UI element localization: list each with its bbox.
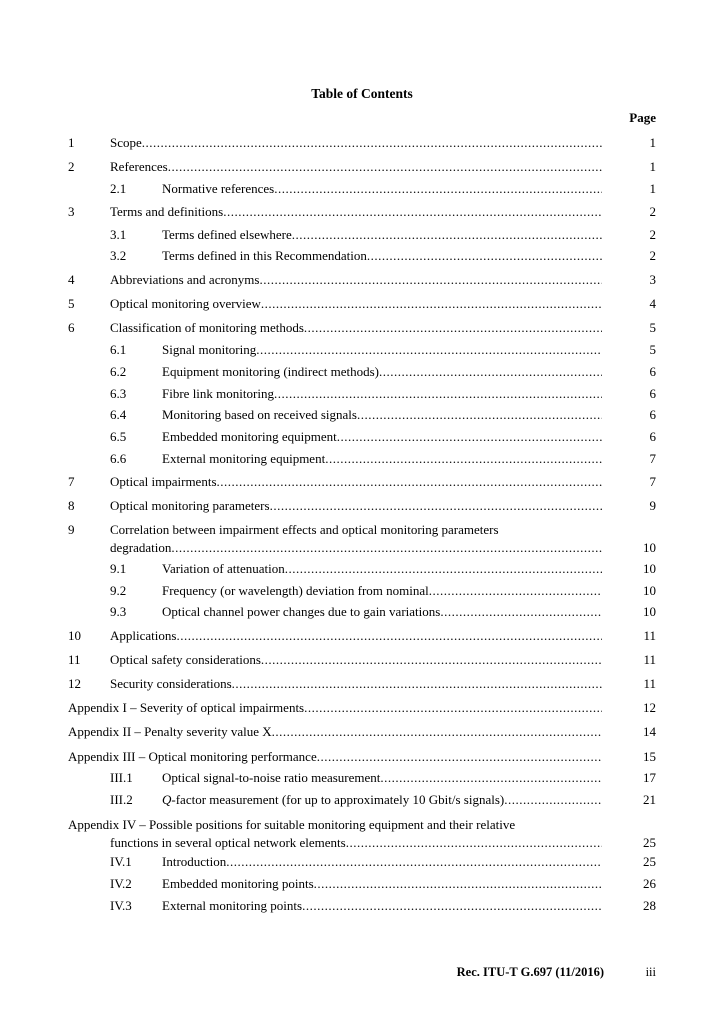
toc-entry — [0, 497, 724, 515]
toc-entry-page: 2 — [649, 204, 656, 219]
toc-entry-number: 6 — [68, 320, 75, 335]
toc-entry-number: 9.2 — [110, 583, 127, 598]
toc-entry-page: 25 — [643, 854, 656, 869]
toc-entry-page: 6 — [649, 386, 656, 401]
toc-entry — [0, 582, 724, 600]
toc-entry-page: 11 — [643, 628, 656, 643]
toc-entry-label: Optical channel power changes due to gain variations — [162, 604, 441, 619]
toc-entry-number: 3 — [68, 204, 75, 219]
toc-entry-label: Abbreviations and acronyms — [110, 272, 260, 287]
toc-entry — [0, 363, 724, 381]
q-symbol: Q — [162, 792, 172, 807]
toc-entry — [0, 791, 724, 809]
toc-entry-number: 4 — [68, 272, 75, 287]
toc-entry-label: Security considerations — [110, 676, 232, 691]
toc-entry-label-line1: Appendix IV – Possible positions for suitable monitoring equipment and their relative — [68, 817, 516, 832]
toc-entry-page: 10 — [643, 604, 656, 619]
toc-entry-number: IV.2 — [110, 876, 132, 891]
toc-entry — [0, 560, 724, 578]
toc-entry-page: 17 — [643, 770, 656, 785]
toc-entry-label: Optical safety considerations — [110, 652, 261, 667]
toc-entry-label: Embedded monitoring equipment — [162, 429, 337, 444]
toc-entry-label: Classification of monitoring methods — [110, 320, 304, 335]
toc-entry-number: 6.5 — [110, 429, 127, 444]
toc-entry — [0, 203, 724, 221]
toc-entry — [0, 271, 724, 289]
toc-entry-label: Monitoring based on received signals — [162, 407, 357, 422]
toc-entry-number: IV.3 — [110, 898, 132, 913]
toc-entry — [0, 875, 724, 893]
toc-entry-number: 9 — [68, 522, 75, 537]
toc-entry-label: Scope — [110, 135, 142, 150]
toc-entry-continuation — [0, 834, 724, 852]
toc-entry-label: Fibre link monitoring — [162, 386, 274, 401]
toc-entry — [0, 295, 724, 313]
toc-entry-label: External monitoring points — [162, 898, 303, 913]
toc-entry-label: Optical monitoring overview — [110, 296, 261, 311]
toc-entry-page: 6 — [649, 429, 656, 444]
toc-entry — [0, 341, 724, 359]
toc-entry-page: 11 — [643, 676, 656, 691]
toc-entry — [0, 853, 724, 871]
toc-entry-label-line2: functions in several optical network elements — [110, 835, 346, 850]
toc-entry-label: Optical monitoring parameters — [110, 498, 270, 513]
toc-entry-label: Embedded monitoring points — [162, 876, 314, 891]
toc-entry-page: 1 — [649, 135, 656, 150]
toc-entry-page: 21 — [643, 792, 656, 807]
toc-entry-page: 12 — [643, 700, 656, 715]
toc-entry-page: 5 — [649, 342, 656, 357]
toc-entry-number: 8 — [68, 498, 75, 513]
toc-entry — [0, 385, 724, 403]
toc-entry-page: 5 — [649, 320, 656, 335]
toc-entry-number: 10 — [68, 628, 81, 643]
toc-entry-page: 1 — [649, 159, 656, 174]
toc-entry — [0, 603, 724, 621]
toc-entry-label: Frequency (or wavelength) deviation from nominal — [162, 583, 429, 598]
toc-entry-label-line2: degradation — [110, 540, 172, 555]
toc-entry-label: References — [110, 159, 168, 174]
toc-entry-appendix — [0, 816, 724, 834]
toc-entry-number: III.1 — [110, 770, 133, 785]
toc-entry-page: 7 — [649, 451, 656, 466]
toc-entry — [0, 247, 724, 265]
toc-entry — [0, 473, 724, 491]
toc-entry-number: 6.2 — [110, 364, 127, 379]
toc-entry-appendix — [0, 723, 724, 741]
toc-entry-number: 12 — [68, 676, 81, 691]
toc-entry-continuation — [0, 539, 724, 557]
toc-entry-page: 11 — [643, 652, 656, 667]
toc-entry-page: 25 — [643, 835, 656, 850]
toc-entry-number: 3.2 — [110, 248, 127, 263]
toc-entry-page: 7 — [649, 474, 656, 489]
toc-entry-page: 9 — [649, 498, 656, 513]
toc-entry — [0, 651, 724, 669]
toc-entry-label: Introduction — [162, 854, 227, 869]
toc-entry-number: III.2 — [110, 792, 133, 807]
toc-entry-label: Appendix III – Optical monitoring performance — [68, 749, 317, 764]
toc-entry-page: 2 — [649, 227, 656, 242]
toc-entry-number: 11 — [68, 652, 81, 667]
toc-entry-page: 10 — [643, 583, 656, 598]
footer-page-number: iii — [645, 965, 656, 979]
toc-entry-page: 26 — [643, 876, 656, 891]
toc-entry-label: Normative references — [162, 181, 275, 196]
toc-entry-page: 4 — [649, 296, 656, 311]
toc-entry-page: 14 — [643, 724, 656, 739]
toc-entry — [0, 406, 724, 424]
toc-entry-number: 1 — [68, 135, 75, 150]
toc-entry-number: 6.3 — [110, 386, 127, 401]
toc-entry-number: 2 — [68, 159, 75, 174]
toc-entry-label: Equipment monitoring (indirect methods) — [162, 364, 379, 379]
toc-entry-number: 9.3 — [110, 604, 127, 619]
toc-entry-number: 3.1 — [110, 227, 127, 242]
toc-entry — [0, 521, 724, 539]
toc-entry-number: 7 — [68, 474, 75, 489]
toc-entry-page: 2 — [649, 248, 656, 263]
toc-entry — [0, 428, 724, 446]
toc-entry — [0, 675, 724, 693]
toc-entry-label: Variation of attenuation — [162, 561, 285, 576]
toc-entry-appendix — [0, 699, 724, 717]
toc-entry-number: 9.1 — [110, 561, 127, 576]
toc-entry-label: Terms and definitions — [110, 204, 224, 219]
toc-entry-label: Appendix II – Penalty severity value X — [68, 724, 272, 739]
toc-entry-label-line1: Correlation between impairment effects and optical monitoring parameters — [110, 522, 499, 537]
toc-entry — [0, 450, 724, 468]
toc-entry-label: Terms defined in this Recommendation — [162, 248, 367, 263]
toc-entry — [0, 134, 724, 152]
toc-entry-label: Terms defined elsewhere — [162, 227, 292, 242]
toc-entry — [0, 158, 724, 176]
toc-entry-number: 5 — [68, 296, 75, 311]
toc-entry-page: 15 — [643, 749, 656, 764]
toc-entry — [0, 897, 724, 915]
page-footer — [0, 963, 724, 981]
toc-entry-page: 10 — [643, 540, 656, 555]
toc-entry — [0, 319, 724, 337]
toc-entry-appendix — [0, 748, 724, 766]
toc-entry-page: 6 — [649, 364, 656, 379]
toc-entry-page: 28 — [643, 898, 656, 913]
footer-reference: Rec. ITU-T G.697 (11/2016) — [456, 965, 604, 979]
toc-entry-label: External monitoring equipment — [162, 451, 326, 466]
toc-entry-label: Optical impairments — [110, 474, 217, 489]
toc-entry-page: 1 — [649, 181, 656, 196]
toc-entry-number: 2.1 — [110, 181, 127, 196]
toc-entry-number: 6.4 — [110, 407, 127, 422]
toc-entry — [0, 627, 724, 645]
toc-entry-page: 3 — [649, 272, 656, 287]
toc-entry-label: Appendix I – Severity of optical impairments — [68, 700, 305, 715]
toc-entry-number: 6.1 — [110, 342, 127, 357]
toc-entry — [0, 769, 724, 787]
toc-entry — [0, 226, 724, 244]
toc-entry-page: 10 — [643, 561, 656, 576]
toc-entry-label: Optical signal-to-noise ratio measurement — [162, 770, 381, 785]
toc-entry-page: 6 — [649, 407, 656, 422]
toc-title: Table of Contents — [311, 86, 413, 101]
toc-entry-label: -factor measurement (for up to approximately 10 Gbit/s signals) — [171, 792, 505, 807]
page-column-heading: Page — [629, 110, 656, 125]
toc-entry-label: Signal monitoring — [162, 342, 257, 357]
toc-entry-number: IV.1 — [110, 854, 132, 869]
toc-entry-number: 6.6 — [110, 451, 127, 466]
toc-entry — [0, 180, 724, 198]
toc-entry-label: Applications — [110, 628, 177, 643]
